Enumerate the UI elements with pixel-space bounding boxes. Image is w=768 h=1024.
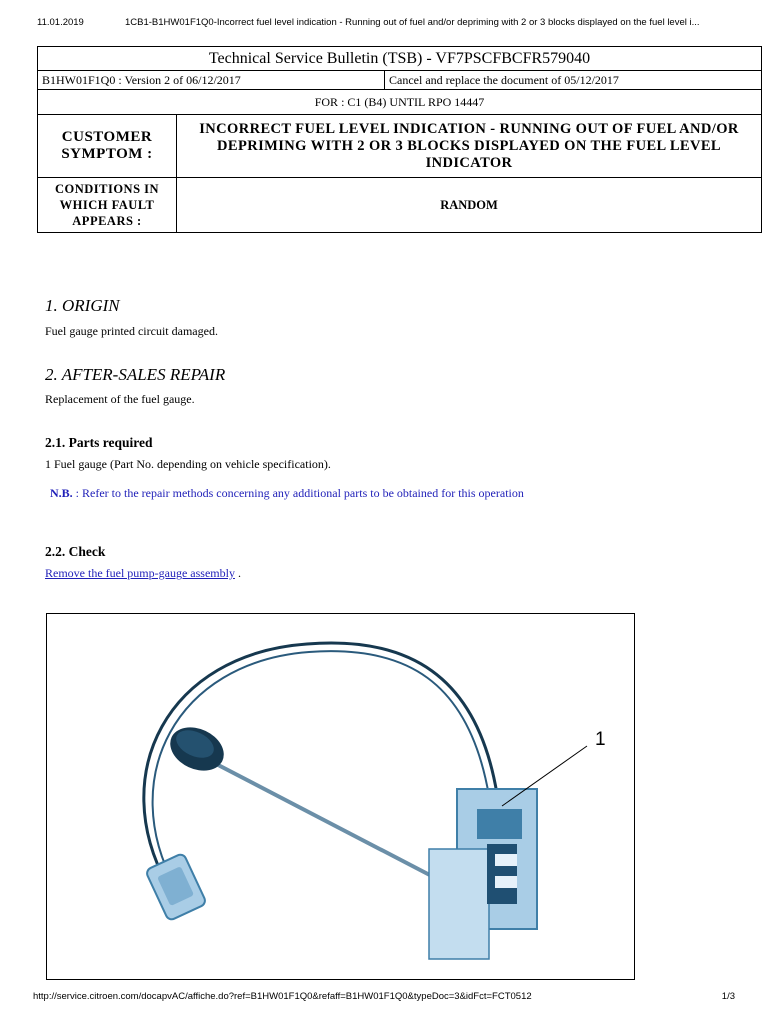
conditions-text: RANDOM (177, 178, 762, 233)
page-number: 1/3 (721, 991, 735, 1002)
connector-icon (145, 853, 207, 922)
customer-symptom-text: INCORRECT FUEL LEVEL INDICATION - RUNNING OUT OF FUEL AND/OR DEPRIMING WITH 2 OR 3 BLOCKS DISPLAYED ON THE FUEL LEVEL INDICATOR (177, 115, 762, 178)
callout-number: 1 (595, 729, 606, 750)
float-arm (197, 754, 447, 884)
gauge-module-icon (429, 789, 537, 959)
nb-note (50, 486, 524, 501)
tsb-version: B1HW01F1Q0 : Version 2 of 06/12/2017 (38, 71, 385, 90)
nb-text: : Refer to the repair methods concerning any additional parts to be obtained for this operation (72, 486, 524, 500)
print-url: http://service.citroen.com/docapvAC/affiche.do?ref=B1HW01F1Q0&refaff=B1HW01F1Q0&typeDoc=3&idFct=FCT0512 (33, 991, 532, 1002)
print-footer (33, 991, 735, 1002)
callout-line (502, 746, 587, 806)
link-suffix: . (234, 566, 241, 580)
print-document-title: 1CB1-B1HW01F1Q0-Incorrect fuel level indication - Running out of fuel and/or depriming with 2 or 3 blocks displayed on the fuel level i... (125, 17, 700, 28)
tsb-replaces: Cancel and replace the document of 05/12/2017 (385, 71, 762, 90)
print-date: 11.01.2019 (37, 17, 84, 28)
section-parts-heading: 2.1. Parts required (45, 435, 153, 450)
print-header (37, 17, 740, 28)
fuel-gauge-illustration (47, 614, 634, 979)
section-parts-text: 1 Fuel gauge (Part No. depending on vehicle specification). (45, 457, 331, 471)
tsb-applicability: FOR : C1 (B4) UNTIL RPO 14447 (38, 90, 762, 115)
tsb-header-table (37, 46, 762, 233)
conditions-label: CONDITIONS IN WHICH FAULT APPEARS : (38, 178, 177, 233)
section-repair-heading: 2. AFTER-SALES REPAIR (45, 365, 226, 384)
section-origin-text: Fuel gauge printed circuit damaged. (45, 324, 218, 338)
remove-pump-gauge-link[interactable]: Remove the fuel pump-gauge assembly (45, 566, 235, 580)
nb-label: N.B. (50, 486, 73, 500)
section-origin-heading: 1. ORIGIN (45, 296, 120, 315)
fuel-gauge-figure (46, 613, 635, 980)
section-check-heading: 2.2. Check (45, 544, 106, 559)
section-repair-text: Replacement of the fuel gauge. (45, 392, 195, 406)
customer-symptom-label: CUSTOMER SYMPTOM : (38, 115, 177, 178)
tsb-title: Technical Service Bulletin (TSB) - VF7PSCFBCFR579040 (38, 47, 762, 71)
